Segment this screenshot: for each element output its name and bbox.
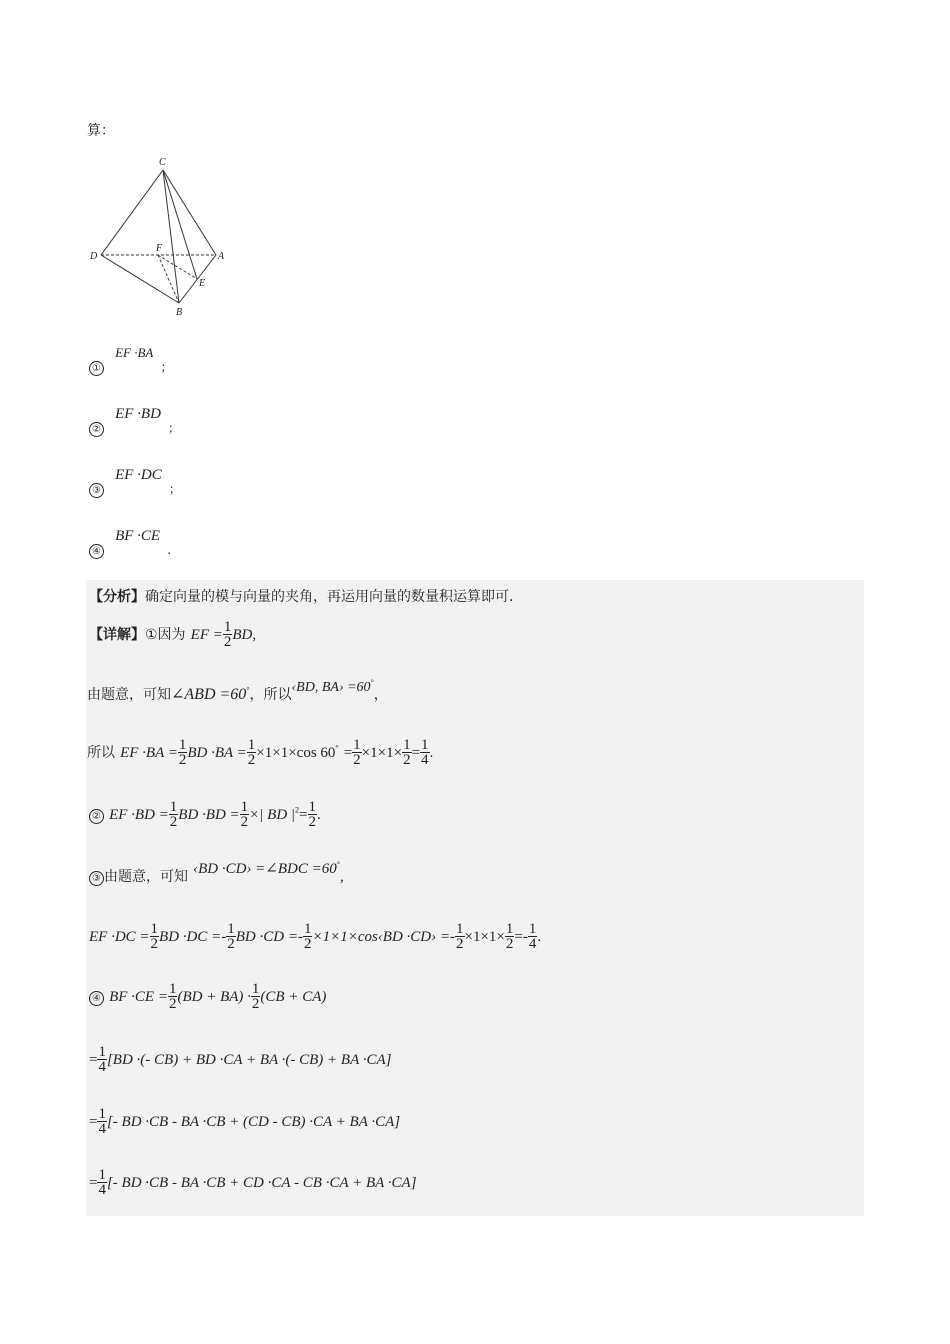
item-expr: BF ·CE [115,528,161,544]
detail-line-2: 由题意，可知∠ABD =60°，所以‹BD, BA› =60°， [87,677,388,703]
label-d: D [90,251,98,262]
item-expr: EF ·DC [115,467,162,483]
label-a: A [218,251,225,262]
detail-line-8: = $\frac{1}{4}$ [BD ·(- CB) + BD ·CA + BA ·(- CB) + BA ·CA] [89,1044,392,1075]
question-item-3 [89,464,181,496]
detail-line-4: ② EF ·BD = $\frac{1}{2}$ BD ·BD = $\frac{1}{2}$ ×| BD $|^2=$ $\frac{1}{2}$ . [89,800,321,829]
question-item-4 [89,525,172,557]
detail-line-6: EF ·DC = $\frac{1}{2}$ BD ·DC =- $\frac{1}{2}$ BD ·CD =- $\frac{1}{2}$ ×1×1×cos‹BD ·CD› =- $\frac{1}{2}$ ×1×1× $\frac{1}{2}$ =- $\frac{1}{4}$ . [89,921,542,952]
item-end: ； [160,360,173,374]
item-number: ② [89,422,104,437]
tetrahedron-figure [86,152,236,322]
item-number: ④ [89,544,104,559]
item-number: ① [89,361,104,376]
label-f: F [156,243,163,254]
analysis-tag: 【分析】 [89,589,145,605]
item-expr: EF ·BA [115,345,154,360]
question-item-1 [89,342,173,374]
step1-lhs: EF = [190,627,223,643]
item-number: ③ [89,483,104,498]
detail-line-5: ③ 由题意，可知 ‹BD ·CD› =∠BDC =60°, [89,866,344,886]
label-c: C [159,157,166,168]
detail-line-7: ④ BF ·CE = $\frac{1}{2}$ (BD + BA) · $\frac{1}{2}$ (CB + CA) [89,982,326,1011]
detail-line-1: 【详解】①因为 EF = $\frac{1}{2}$ BD, [89,619,257,650]
fraction-half: $\frac{1}{2}$ [223,619,232,650]
question-item-2 [89,403,181,435]
item-expr: EF ·BD [115,406,161,422]
intro-text: 算： [87,123,115,139]
analysis-line [89,586,513,606]
item-end: ； [168,421,181,435]
step1-prefix: ①因为 [145,627,186,643]
item-end: ； [168,482,181,496]
detail-line-3: 所以 EF ·BA = $\frac{1}{2}$ BD ·BA = $\frac{1}{2}$ ×1×1×cos 60° = $\frac{1}{2}$ ×1×1× $\frac{1}{2}$ = $\frac{1}{4}$ . [87,737,434,768]
step1-rhs: BD [232,627,253,643]
analysis-text: 确定向量的模与向量的夹角，再运用向量的数量积运算即可. [145,589,514,605]
label-b: B [176,307,183,318]
detail-tag: 【详解】 [89,627,145,643]
detail-line-9: = $\frac{1}{4}$ [- BD ·CB - BA ·CB + (CD - CB) ·CA + BA ·CA] [89,1106,401,1137]
item-end: . [167,543,172,557]
label-e: E [199,278,206,289]
detail-line-10: = $\frac{1}{4}$ [- BD ·CB - BA ·CB + CD ·CA - CB ·CA + BA ·CA] [89,1167,417,1198]
